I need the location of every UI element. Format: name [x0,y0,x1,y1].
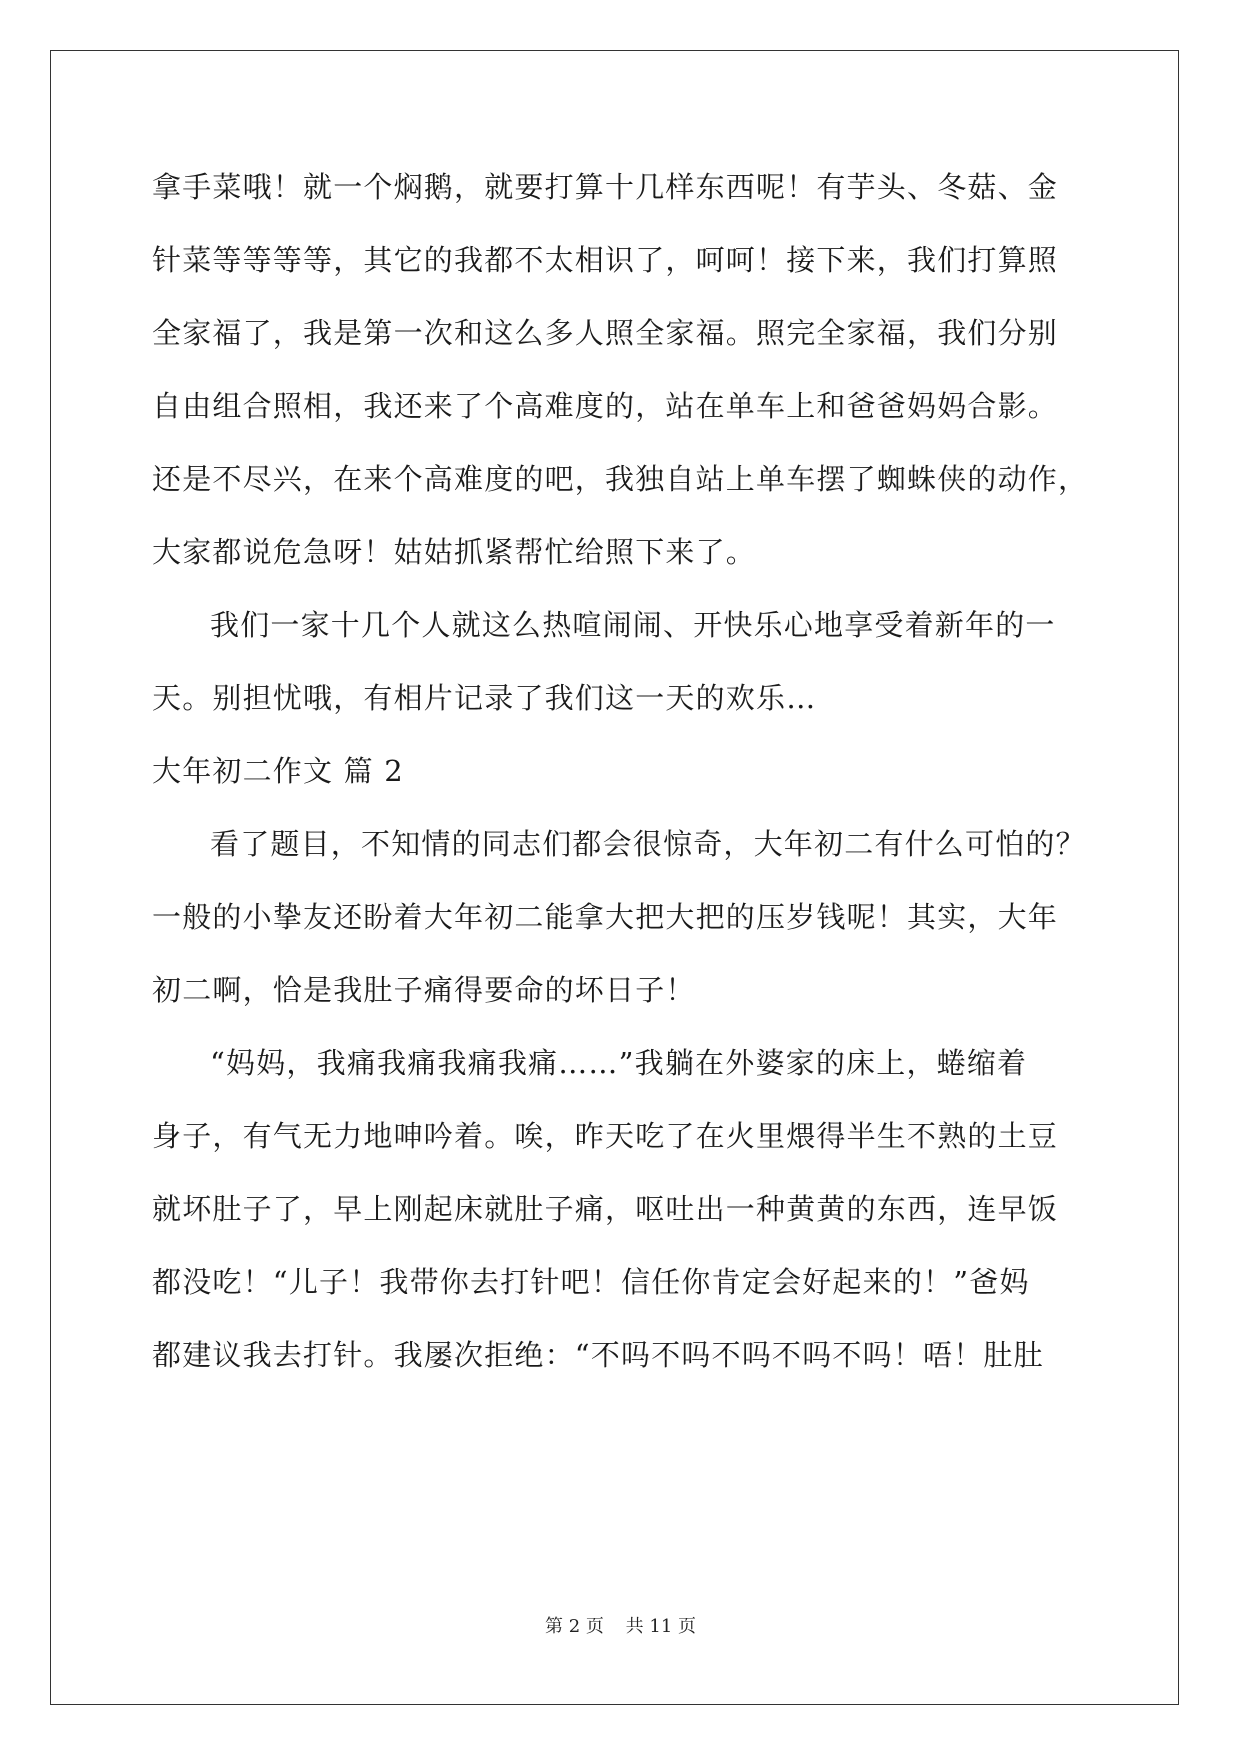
text-line: 就坏肚子了，早上刚起床就肚子痛，呕吐出一种黄黄的东西，连早饭 [152,1192,1059,1226]
text-line: 还是不尽兴，在来个高难度的吧，我独自站上单车摆了蜘蛛侠的动作， [152,462,1089,496]
text-line: 针菜等等等等，其它的我都不太相识了，呵呵！接下来，我们打算照 [152,243,1059,277]
section-heading: 大年初二作文 篇 2 [152,754,404,788]
text-line: 一般的小挚友还盼着大年初二能拿大把大把的压岁钱呢！其实，大年 [152,900,1059,934]
text-line: 看了题目，不知情的同志们都会很惊奇，大年初二有什么可怕的？ [210,827,1086,861]
text-line: “妈妈，我痛我痛我痛我痛……”我躺在外婆家的床上，蜷缩着 [210,1046,1028,1080]
text-line: 拿手菜哦！就一个焖鹅，就要打算十几样东西呢！有芋头、冬菇、金 [152,170,1059,204]
page-total: 共 11 页 [625,1616,696,1637]
text-line: 我们一家十几个人就这么热喧闹闹、开快乐心地享受着新年的一 [210,608,1056,642]
page-footer [0,1612,1241,1638]
text-line: 天。别担忧哦，有相片记录了我们这一天的欢乐… [152,681,817,715]
text-line: 自由组合照相，我还来了个高难度的，站在单车上和爸爸妈妈合影。 [152,389,1059,423]
page-border [50,50,1179,1705]
page-number: 第 2 页 [545,1616,604,1637]
text-line: 大家都说危急呀！姑姑抓紧帮忙给照下来了。 [152,535,757,569]
text-line: 身子，有气无力地呻吟着。唉，昨天吃了在火里煨得半生不熟的土豆 [152,1119,1059,1153]
text-line: 全家福了，我是第一次和这么多人照全家福。照完全家福，我们分别 [152,316,1059,350]
text-line: 初二啊，恰是我肚子痛得要命的坏日子！ [152,973,696,1007]
text-line: 都没吃！“儿子！我带你去打针吧！信任你肯定会好起来的！”爸妈 [152,1265,1030,1299]
text-line: 都建议我去打针。我屡次拒绝：“不吗不吗不吗不吗不吗！唔！肚肚 [152,1338,1044,1372]
